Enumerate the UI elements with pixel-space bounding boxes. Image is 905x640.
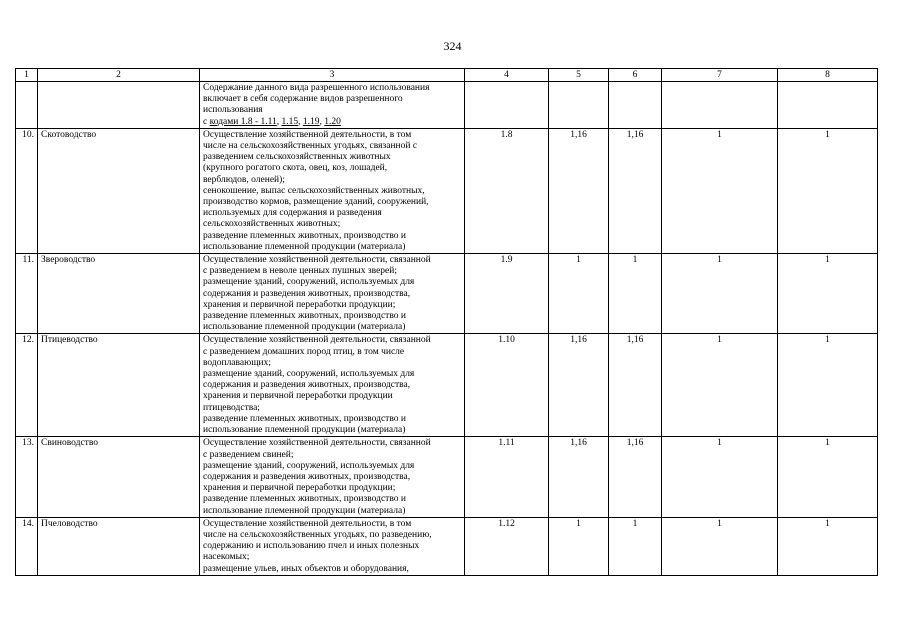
cell-description bbox=[200, 254, 465, 334]
cell-code: 1.10 bbox=[465, 334, 549, 437]
description-line: используемых для содержания и разведения bbox=[203, 208, 382, 219]
description-line: содержания и разведения животных, производства, bbox=[203, 471, 411, 482]
description-line: с разведением домашних пород птиц, в том числе bbox=[203, 346, 405, 357]
header-col-6: 6 bbox=[609, 69, 662, 82]
description-line: хранения и первичной переработки продукции; bbox=[203, 483, 396, 494]
description-line: птицеводства; bbox=[203, 402, 260, 413]
cell-description bbox=[200, 334, 465, 437]
cell-col-5 bbox=[549, 82, 609, 129]
cell-code: 1.8 bbox=[465, 128, 549, 253]
description-line: разведение племенных животных, производство и bbox=[203, 230, 406, 241]
header-row bbox=[16, 69, 878, 82]
cell-description bbox=[200, 517, 465, 575]
description-line: хранения и первичной переработки продукции; bbox=[203, 299, 396, 310]
header-col-4: 4 bbox=[465, 69, 549, 82]
description-line: верблюдов, оленей); bbox=[203, 174, 285, 185]
description-line: насекомых; bbox=[203, 552, 250, 563]
cell-name: Скотоводство bbox=[38, 128, 200, 253]
cell-num: 13. bbox=[16, 437, 38, 517]
header-col-2: 2 bbox=[38, 69, 200, 82]
cell-description bbox=[200, 82, 465, 129]
cell-num: 11. bbox=[16, 254, 38, 334]
header-col-7: 7 bbox=[662, 69, 778, 82]
description-line: производство кормов, размещение зданий, сооружений, bbox=[203, 197, 429, 208]
cell-col-5: 1,16 bbox=[549, 437, 609, 517]
cell-col-6 bbox=[609, 82, 662, 129]
description-line: размещение зданий, сооружений, используемых для bbox=[203, 369, 415, 380]
cell-col-7: 1 bbox=[662, 254, 778, 334]
cell-col-5: 1,16 bbox=[549, 128, 609, 253]
cell-col-8: 1 bbox=[778, 334, 878, 437]
cell-col-7: 1 bbox=[662, 517, 778, 575]
cell-description bbox=[200, 128, 465, 253]
description-line: использование племенной продукции (материала) bbox=[203, 322, 406, 333]
cell-col-7: 1 bbox=[662, 128, 778, 253]
cell-col-5: 1,16 bbox=[549, 334, 609, 437]
description-line: содержания и разведения животных, производства, bbox=[203, 380, 411, 391]
description-line: разведение племенных животных, производство и bbox=[203, 311, 406, 322]
description-line: водоплавающих; bbox=[203, 357, 271, 368]
table-row bbox=[16, 254, 878, 334]
description-line: Осуществление хозяйственной деятельности, связанной bbox=[203, 438, 431, 449]
cell-col-4 bbox=[465, 82, 549, 129]
cell-code: 1.11 bbox=[465, 437, 549, 517]
description-line: числе на сельскохозяйственных угодьях, связанной с bbox=[203, 141, 418, 152]
codes-line bbox=[203, 117, 461, 128]
header-col-1: 1 bbox=[16, 69, 38, 82]
cell-name bbox=[38, 82, 200, 129]
description-line: сенокошение, выпас сельскохозяйственных животных, bbox=[203, 185, 425, 196]
continuation-row bbox=[16, 82, 878, 129]
description-line: размещение зданий, сооружений, используемых для bbox=[203, 460, 415, 471]
description-line: Осуществление хозяйственной деятельности, в том bbox=[203, 129, 412, 140]
cell-col-5: 1 bbox=[549, 517, 609, 575]
description-line: разведение племенных животных, производство и bbox=[203, 413, 406, 424]
cell-name: Птицеводство bbox=[38, 334, 200, 437]
description-line: разведение племенных животных, производство и bbox=[203, 494, 406, 505]
description-line: использования bbox=[203, 105, 263, 116]
header-col-3: 3 bbox=[200, 69, 465, 82]
codes-separator: , bbox=[319, 116, 325, 127]
cell-col-7: 1 bbox=[662, 334, 778, 437]
table-row bbox=[16, 437, 878, 517]
cell-name: Пчеловодство bbox=[38, 517, 200, 575]
description-line: Осуществление хозяйственной деятельности, в том bbox=[203, 518, 412, 529]
cell-col-7 bbox=[662, 82, 778, 129]
description-line: содержания и разведения животных, производства, bbox=[203, 288, 411, 299]
cell-col-8: 1 bbox=[778, 128, 878, 253]
cell-description bbox=[200, 437, 465, 517]
cell-col-8: 1 bbox=[778, 254, 878, 334]
table-row bbox=[16, 517, 878, 575]
cell-num: 10. bbox=[16, 128, 38, 253]
description-line: использование племенной продукции (материала) bbox=[203, 505, 406, 516]
description-line: размещение зданий, сооружений, используемых для bbox=[203, 277, 415, 288]
description-line: Осуществление хозяйственной деятельности, связанной bbox=[203, 335, 431, 346]
description-line: с разведением в неволе ценных пушных зверей; bbox=[203, 266, 397, 277]
description-line: включает в себя содержание видов разрешенного bbox=[203, 94, 403, 105]
cell-num bbox=[16, 82, 38, 129]
description-line: хранения и первичной переработки продукции bbox=[203, 391, 393, 402]
header-col-5: 5 bbox=[549, 69, 609, 82]
cell-code: 1.9 bbox=[465, 254, 549, 334]
cell-col-8: 1 bbox=[778, 437, 878, 517]
cell-name: Звероводство bbox=[38, 254, 200, 334]
description-line: использование племенной продукции (материала) bbox=[203, 241, 406, 252]
code-link[interactable]: 1.20 bbox=[324, 116, 341, 127]
description-line: Содержание данного вида разрешенного использования bbox=[203, 83, 430, 93]
description-line: использование племенной продукции (материала) bbox=[203, 425, 406, 436]
cell-name: Свиноводство bbox=[38, 437, 200, 517]
codes-prefix: с bbox=[203, 116, 210, 127]
description-line: Осуществление хозяйственной деятельности, связанной bbox=[203, 255, 431, 266]
cell-col-6: 1 bbox=[609, 254, 662, 334]
cell-col-5: 1 bbox=[549, 254, 609, 334]
cell-col-7: 1 bbox=[662, 437, 778, 517]
description-line: с разведением свиней; bbox=[203, 449, 294, 460]
cell-code: 1.12 bbox=[465, 517, 549, 575]
code-link[interactable]: 1.15 bbox=[281, 116, 299, 127]
table-row bbox=[16, 334, 878, 437]
cell-num: 12. bbox=[16, 334, 38, 437]
cell-col-6: 1 bbox=[609, 517, 662, 575]
land-use-table bbox=[15, 68, 878, 576]
codes-separator: , bbox=[298, 116, 303, 127]
description-line: содержанию и использованию пчел и иных полезных bbox=[203, 541, 420, 552]
cell-col-6: 1,16 bbox=[609, 437, 662, 517]
cell-col-6: 1,16 bbox=[609, 334, 662, 437]
table-row bbox=[16, 128, 878, 253]
cell-num: 14. bbox=[16, 517, 38, 575]
cell-col-8: 1 bbox=[778, 517, 878, 575]
code-link[interactable]: кодами 1.8 - 1.11 bbox=[209, 116, 277, 127]
page-number: 324 bbox=[443, 39, 462, 53]
cell-col-8 bbox=[778, 82, 878, 129]
description-line: числе на сельскохозяйственных угодьях, по разведению, bbox=[203, 529, 432, 540]
description-line: (крупного рогатого скота, овец, коз, лошадей, bbox=[203, 163, 388, 174]
code-link[interactable]: 1.19 bbox=[302, 116, 320, 127]
header-col-8: 8 bbox=[778, 69, 878, 82]
codes-separator: , bbox=[276, 116, 282, 127]
description-line: размещение ульев, иных объектов и оборудования, bbox=[203, 563, 409, 574]
cell-col-6: 1,16 bbox=[609, 128, 662, 253]
description-line: разведением сельскохозяйственных животных bbox=[203, 152, 391, 163]
description-line: сельскохозяйственных животных; bbox=[203, 219, 341, 230]
